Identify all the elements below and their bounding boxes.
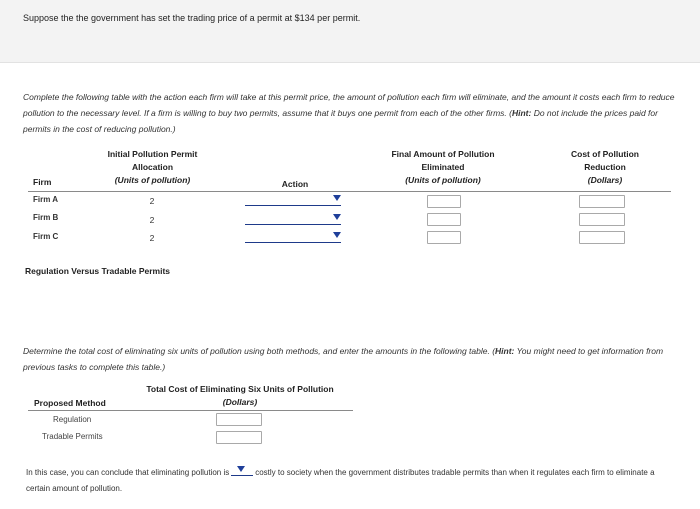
method-header: Proposed Method: [34, 398, 106, 408]
question-stem-panel: [0, 0, 700, 63]
final-eliminated-header: Final Amount of Pollution Eliminated (Units of pollution): [391, 149, 495, 185]
cost-header: Cost of Pollution Reduction (Dollars): [571, 149, 639, 185]
chevron-down-icon: [333, 195, 341, 201]
intro-text: Suppose the the government has set the trading price of a permit at $134 per permit.: [23, 13, 361, 23]
firm-c-eliminated-input[interactable]: [427, 231, 461, 244]
instructions-hint-text: Do not include the prices paid for permits in the cost of reducing pollution.): [23, 108, 658, 134]
firm-a-action-dropdown[interactable]: [245, 193, 341, 206]
firm-label: Firm B: [33, 213, 59, 222]
firm-c-action-dropdown[interactable]: [245, 230, 341, 243]
firm-b-action-dropdown[interactable]: [245, 212, 341, 225]
comparison-header-rule: [28, 410, 353, 411]
firm-b-cost-input[interactable]: [579, 213, 625, 226]
conclusion-sentence: In this case, you can conclude that eliminating pollution is costly to society when the government distributes tradable permits than when it regulates each firm to eliminate a certain amount of pollution.: [26, 465, 676, 497]
hint-label: Hint:: [495, 346, 515, 356]
tradable-permits-cost-input[interactable]: [216, 431, 262, 444]
firm-a-cost-input[interactable]: [579, 195, 625, 208]
firm-c-cost-input[interactable]: [579, 231, 625, 244]
hint-label: Hint:: [511, 108, 532, 118]
firm-b-eliminated-input[interactable]: [427, 213, 461, 226]
method-label: Regulation: [53, 415, 92, 424]
table-header-rule: [28, 191, 671, 192]
allocation-value: 2: [149, 233, 155, 243]
comparison-instructions: Determine the total cost of eliminating six units of pollution using both methods, and enter the amounts in the following table. (Hint: You might need to get information from previous tasks to complete this table.): [23, 346, 664, 372]
action-header: Action: [281, 179, 309, 189]
total-cost-header: Total Cost of Eliminating Six Units of Pollution (Dollars): [146, 384, 334, 407]
firm-a-eliminated-input[interactable]: [427, 195, 461, 208]
allocation-value: 2: [149, 215, 155, 225]
chevron-down-icon: [237, 466, 245, 472]
chevron-down-icon: [333, 232, 341, 238]
comparison-title: Regulation Versus Tradable Permits: [25, 266, 171, 276]
chevron-down-icon: [333, 214, 341, 220]
allocation-header: Initial Pollution Permit Allocation (Units of pollution): [107, 149, 198, 185]
firm-header: Firm: [33, 177, 52, 187]
conclusion-dropdown[interactable]: [231, 465, 253, 476]
regulation-cost-input[interactable]: [216, 413, 262, 426]
allocation-value: 2: [149, 196, 155, 206]
table-instructions: [23, 89, 683, 137]
method-label: Tradable Permits: [42, 432, 103, 441]
instructions-text: Complete the following table with the action each firm will take at this permit price, the amount of pollution each firm will eliminate, and the amount it costs each firm to reduce pollution to the necessary level. If a firm is willing to buy two permits, assume that it buys one permit from each of the other firms. (: [23, 92, 675, 118]
firm-label: Firm A: [33, 195, 59, 204]
firm-label: Firm C: [33, 232, 59, 241]
